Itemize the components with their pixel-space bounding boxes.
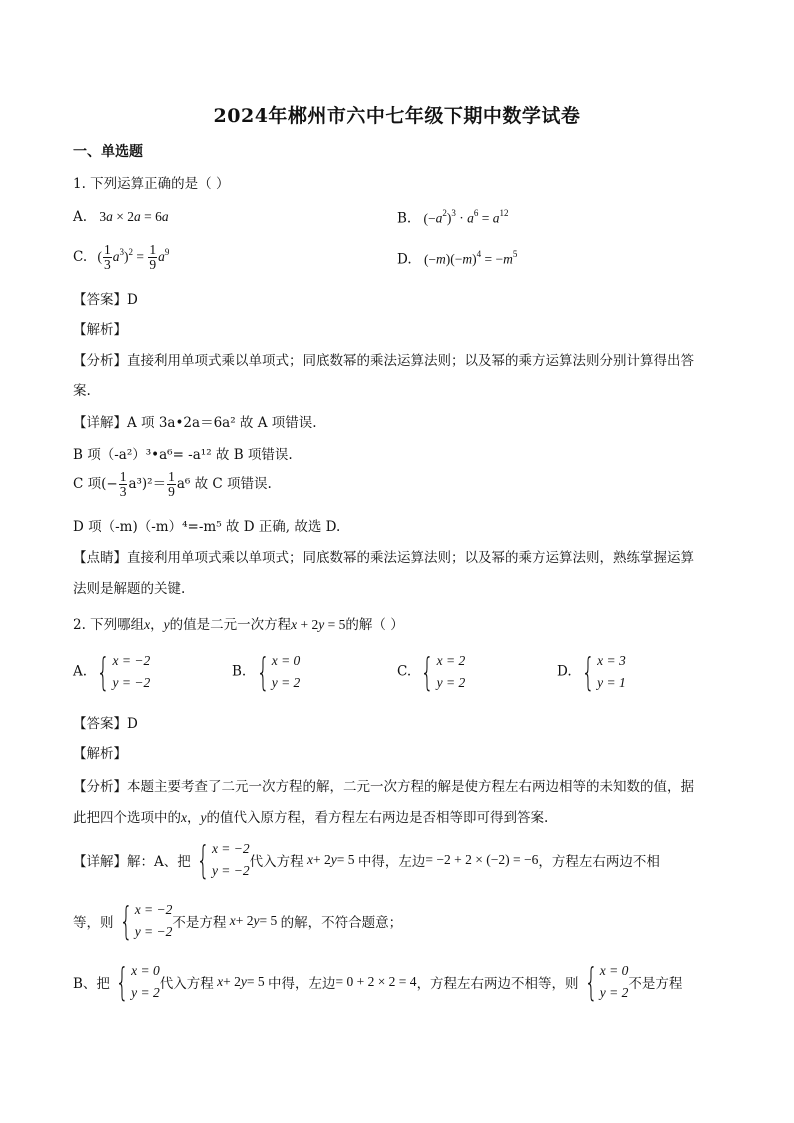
q1-detail-c: C 项(− $\frac{1}{3}$ a³)²＝ $\frac{1}{9}$ a⁶ 故 C 项错误. (73, 469, 272, 499)
option-letter: B. (397, 210, 412, 227)
section-heading: 一、单选题 (73, 144, 143, 160)
option-letter: A. (73, 209, 88, 225)
q1-analysis-heading: 【解析】 (73, 322, 127, 338)
q1-answer: 【答案】D (73, 292, 138, 308)
q2-option-a[interactable] (73, 650, 150, 694)
q2-option-d[interactable] (557, 650, 626, 694)
equation-system: { x = −2 y = −2 (196, 838, 250, 882)
q1-detail-b: B 项（-a²）³•a⁶= -a¹² 故 B 项错误. (73, 447, 293, 463)
q2-detail-b: B、把 { x = 0 y = 2 代入方程 x + 2 y = 5 中得，左边 = 0 + 2 × 2 = 4 ，方程左右两边不相等，则 { x = 0 y = 2 不是方程 (73, 960, 683, 1004)
equation-system: { x = −2 y = −2 (118, 899, 173, 943)
q1-dianjing-line2: 法则是解题的关键. (73, 581, 186, 597)
q1-stem: 1. 下列运算正确的是（ ） (73, 176, 230, 192)
equation-system: { x = 3 y = 1 (581, 650, 626, 694)
q1-fenxi-line1: 【分析】直接利用单项式乘以单项式；同底数幂的乘法运算法则；以及幂的乘方运算法则分别计算得出答 (73, 353, 694, 369)
equation-system: { x = 0 y = 2 (255, 650, 301, 694)
option-letter: C. (397, 663, 412, 680)
equation-system: { x = 0 y = 2 (584, 960, 629, 1004)
equation-system: { x = 0 y = 2 (115, 960, 160, 1004)
q2-option-b[interactable] (232, 650, 300, 694)
q1-option-b[interactable]: B. $(-a^2)^3 \cdot a^6 = a^{12}$ (397, 208, 509, 227)
equation-system: { x = 2 y = 2 (420, 650, 466, 694)
page-title: 2024年郴州市六中七年级下期中数学试卷 (213, 105, 581, 127)
q1-detail-d: D 项（-m)（-m）⁴=-m⁵ 故 D 正确, 故选 D. (73, 519, 341, 535)
option-letter: D. (557, 663, 572, 680)
q1-fenxi-line2: 案. (73, 383, 91, 399)
option-letter: A. (73, 663, 88, 680)
q2-option-c[interactable] (397, 650, 465, 694)
q2-fenxi-line2: 此把四个选项中的x，y的值代入原方程，看方程左右两边是否相等即可得到答案. (73, 810, 549, 826)
q1-option-d[interactable]: D. $(-m)(-m)^4 = -m^5$ (397, 249, 518, 268)
q1-option-a[interactable]: A. 3a × 2a = 6a (73, 209, 169, 225)
q2-analysis-heading: 【解析】 (73, 746, 127, 762)
q2-detail-a: 【详解】解：A、把 { x = −2 y = −2 代入方程 x + 2 y = 5 中得，左边 = −2 + 2 × (−2) = −6 ，方程左右两边不相 (73, 838, 660, 882)
q1-detail-a: 【详解】A 项 3a•2a＝6a² 故 A 项错误. (73, 415, 317, 431)
q1-option-c[interactable]: C. ( $\frac{1}{3}$ $a^3)^2$ = $\frac{1}{9}$ $a^9$ (73, 242, 170, 272)
option-letter: B. (232, 663, 247, 680)
q1-dianjing-line1: 【点睛】直接利用单项式乘以单项式；同底数幂的乘法运算法则；以及幂的乘方运算法则，熟练掌握运算 (73, 550, 694, 566)
q2-fenxi-line1: 【分析】本题主要考查了二元一次方程的解，二元一次方程的解是使方程左右两边相等的未知数的值，据 (73, 779, 694, 795)
q2-answer: 【答案】D (73, 716, 138, 732)
option-letter: C. (73, 249, 88, 265)
q2-detail-a2: 等，则 { x = −2 y = −2 不是方程 x + 2 y = 5 的解，不符合题意； (73, 899, 403, 943)
option-letter: D. (397, 251, 412, 268)
equation-system: { x = −2 y = −2 (96, 650, 151, 694)
q2-stem: 2. 下列哪组x，y的值是二元一次方程x + 2y = 5的解（ ） (73, 617, 404, 633)
